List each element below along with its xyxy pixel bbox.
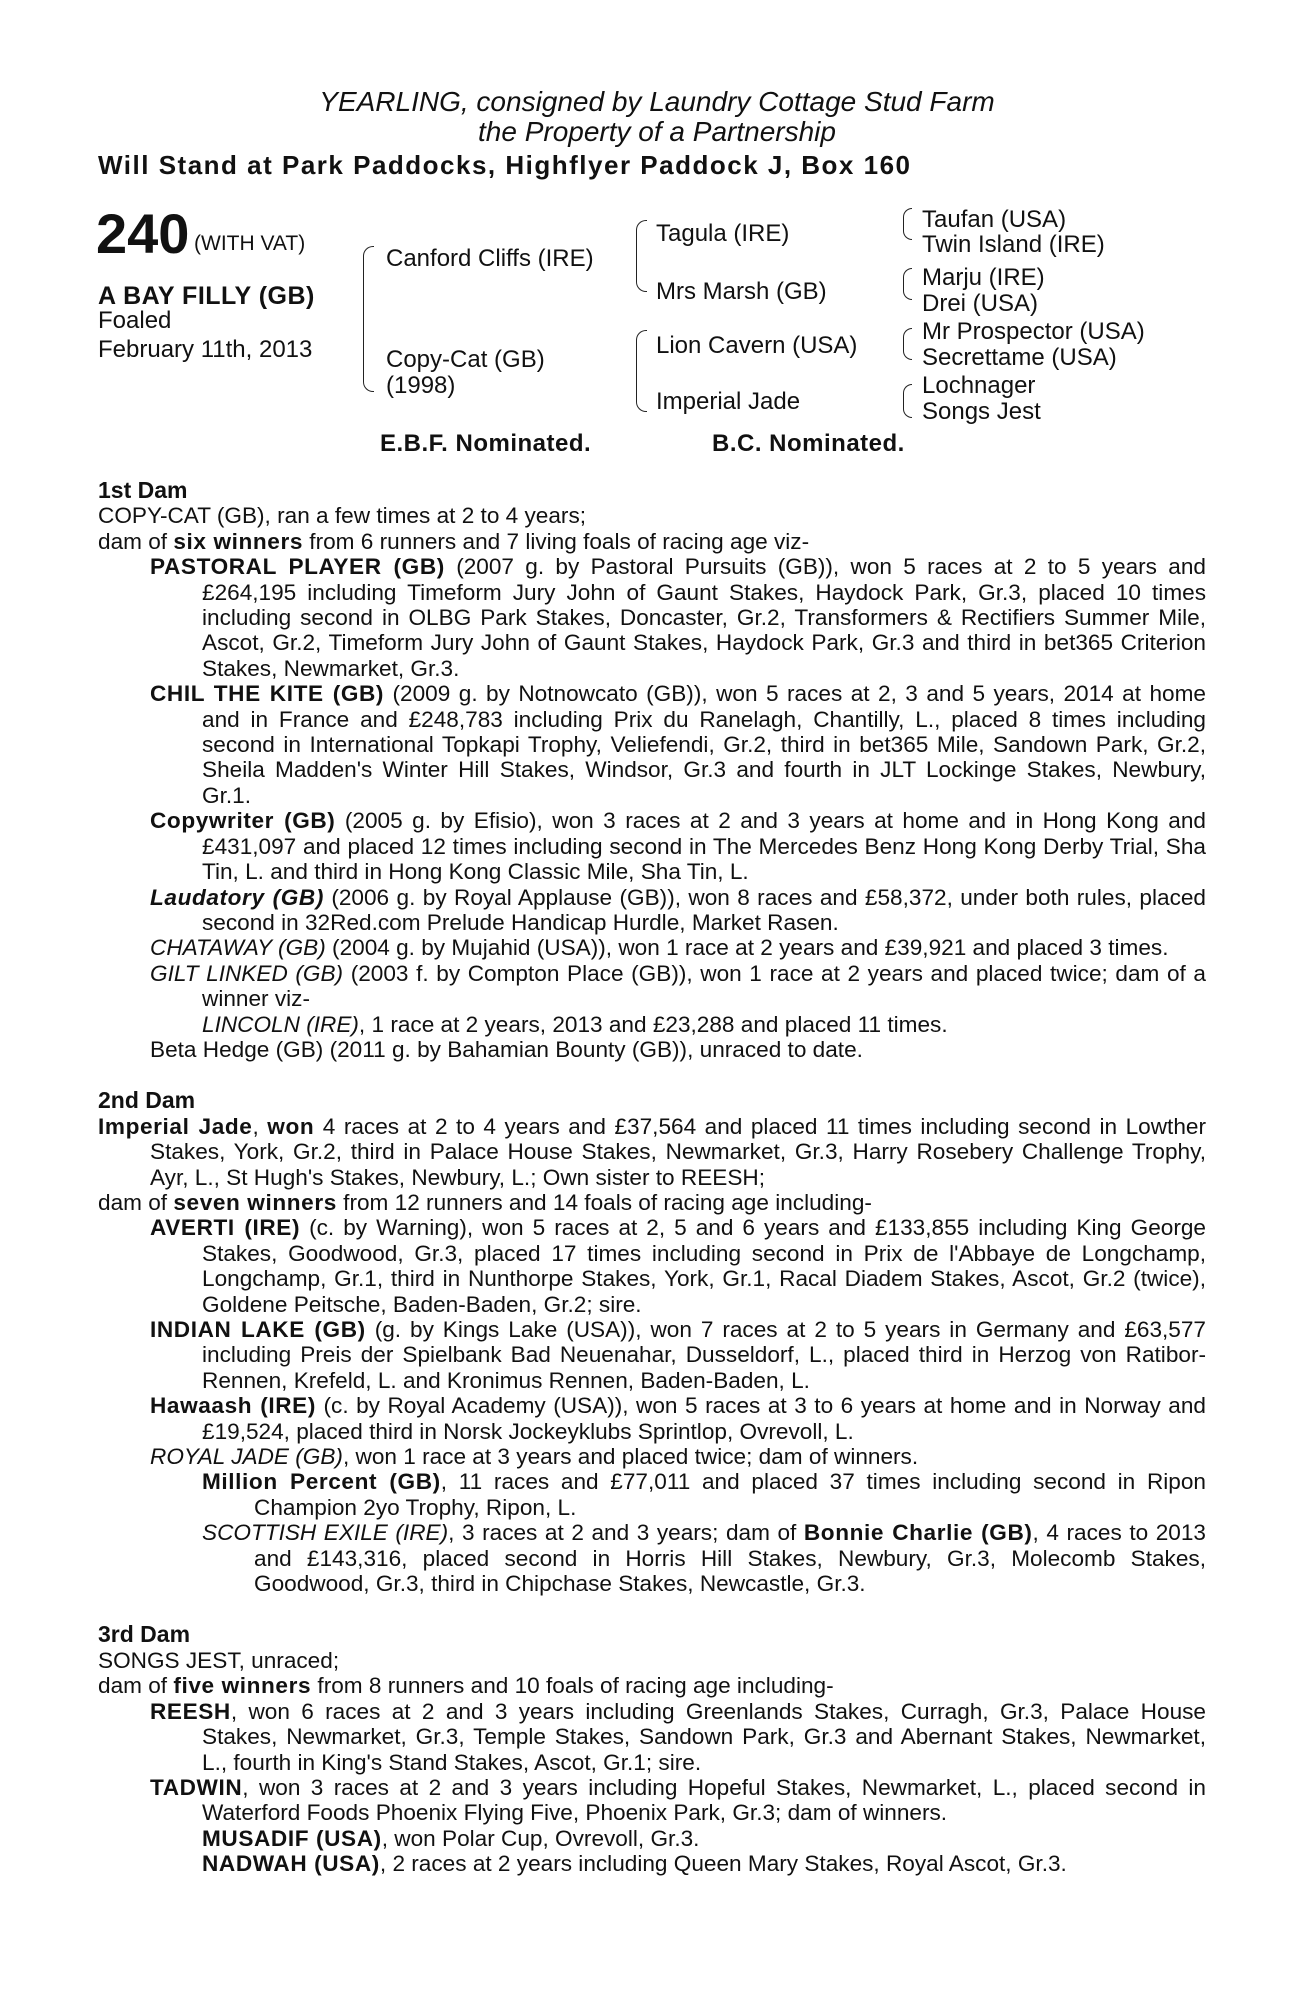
- foal-entry: GILT LINKED (GB) (2003 f. by Compton Place (GB)), won 1 race at 2 years and placed twice; dam of a winner viz-: [150, 960, 1206, 1012]
- foal-entry: REESH, won 6 races at 2 and 3 years including Greenlands Stakes, Curragh, Gr.3, Palace House Stakes, Newmarket, Gr.3, Temple Stakes, Sandown Park, Gr.3 and Abernant Stakes, Newmarket, L., fourth in King's Stand Stakes, Ascot, Gr.1; sire.: [150, 1698, 1206, 1775]
- horse-name: Million Percent (GB): [202, 1469, 441, 1495]
- foal-entry: TADWIN, won 3 races at 2 and 3 years including Hopeful Stakes, Newmarket, L., placed second in Waterford Foods Phoenix Flying Five, Phoenix Park, Gr.3; dam of winners.: [150, 1774, 1206, 1826]
- horse-name: SCOTTISH EXILE (IRE): [202, 1520, 449, 1546]
- foal-entry: PASTORAL PLAYER (GB) (2007 g. by Pastoral Pursuits (GB)), won 5 races at 2 to 5 years and £264,195 including Timeform Jury John of Gaunt Stakes, Haydock Park, Gr.3, placed 10 times including second in OLBG Park Stakes, Doncaster, Gr.2, Transformers & Rectifiers Summer Mile, Ascot, Gr.2, Timeform Jury John of Gaunt Stakes, Haydock Park, Gr.3 and third in bet365 Criterion Stakes, Newmarket, Gr.3.: [150, 554, 1206, 681]
- grandfoal-entry: NADWAH (USA), 2 races at 2 years including Queen Mary Stakes, Royal Ascot, Gr.3.: [202, 1851, 1067, 1877]
- pedigree-dam-sire: Lion Cavern (USA): [656, 332, 858, 359]
- horse-name: GILT LINKED (GB): [150, 960, 344, 986]
- horse-name: Hawaash (IRE): [150, 1393, 316, 1419]
- pedigree-g4: Drei (USA): [922, 290, 1039, 317]
- foal-entry: Copywriter (GB) (2005 g. by Efisio), won 3 races at 2 and 3 years at home and in Hong Kong and £431,097 and placed 12 times including second in The Mercedes Benz Hong Kong Derby Trial, Sha Tin, L. and third in Hong Kong Classic Mile, Sha Tin, L.: [150, 808, 1206, 885]
- lot-number: 240: [96, 202, 190, 265]
- first-dam-heading: 1st Dam: [98, 477, 188, 503]
- pedigree-g5: Mr Prospector (USA): [922, 318, 1145, 345]
- foal-entry: ROYAL JADE (GB), won 1 race at 3 years and placed twice; dam of winners.: [150, 1444, 919, 1470]
- foal-entry: Hawaash (IRE) (c. by Royal Academy (USA)), won 5 races at 3 to 6 years at home and in Norway and £19,524, placed third in Norsk Jockeyklubs Sprintlop, Ovrevoll, L.: [150, 1393, 1206, 1444]
- bc-nominated: B.C. Nominated.: [712, 430, 905, 457]
- foaled-date: February 11th, 2013: [98, 336, 313, 363]
- horse-name: Laudatory (GB): [150, 884, 324, 910]
- ebf-nominated: E.B.F. Nominated.: [380, 430, 592, 457]
- horse-name: NADWAH (USA): [202, 1851, 380, 1877]
- horse-name: TADWIN: [150, 1774, 243, 1800]
- grandfoal-entry: LINCOLN (IRE), 1 race at 2 years, 2013 and £23,288 and placed 11 times.: [202, 1011, 948, 1037]
- horse-name: REESH: [150, 1698, 231, 1724]
- pedigree-g1: Taufan (USA): [922, 206, 1067, 233]
- pedigree-g7: Lochnager: [922, 372, 1036, 399]
- pedigree-brace-3b: [903, 268, 912, 300]
- pedigree-dam: Copy-Cat (GB): [386, 346, 545, 373]
- vat-label: (WITH VAT): [194, 232, 306, 255]
- pedigree-brace-1: [363, 246, 374, 392]
- pedigree-brace-3a: [903, 208, 912, 240]
- second-dam-heading: 2nd Dam: [98, 1087, 196, 1114]
- foaled-block: [98, 306, 358, 364]
- foal-entry: CHATAWAY (GB) (2004 g. by Mujahid (USA)), won 1 race at 2 years and £39,921 and placed 3 times.: [150, 935, 1169, 961]
- horse-name: CHIL THE KITE (GB): [150, 681, 385, 707]
- first-dam-intro: COPY-CAT (GB), ran a few times at 2 to 4 years;: [98, 503, 587, 529]
- horse-name: INDIAN LAKE (GB): [150, 1317, 366, 1342]
- third-dam-intro: SONGS JEST, unraced;: [98, 1647, 340, 1673]
- pedigree-g6: Secrettame (USA): [922, 344, 1117, 371]
- grandfoal-entry: Million Percent (GB), 11 races and £77,011 and placed 37 times including second in Ripon Champion 2yo Trophy, Ripon, L.: [202, 1469, 1206, 1520]
- pedigree-brace-2a: [636, 220, 647, 292]
- horse-name: AVERTI (IRE): [150, 1215, 301, 1241]
- horse-name: ROYAL JADE (GB): [150, 1444, 343, 1470]
- foal-entry: Beta Hedge (GB) (2011 g. by Bahamian Bounty (GB)), unraced to date.: [150, 1036, 863, 1062]
- foal-entry: INDIAN LAKE (GB) (g. by Kings Lake (USA)), won 7 races at 2 to 5 years in Germany and £63,577 including Preis der Spielbank Bad Neuenahar, Dusseldorf, L., placed third in Herzog von Ratibor-Rennen, Krefeld, L. and Kronimus Rennen, Baden-Baden, L.: [150, 1317, 1206, 1393]
- pedigree-sire-dam: Mrs Marsh (GB): [656, 278, 827, 305]
- first-dam-produce: dam of six winners from 6 runners and 7 living foals of racing age viz-: [98, 528, 810, 554]
- grandfoal-entry: SCOTTISH EXILE (IRE), 3 races at 2 and 3 years; dam of Bonnie Charlie (GB), 4 races to 2013 and £143,316, placed second in Horris Hill Stakes, Newbury, Gr.3, Molecomb Stakes, Goodwood, Gr.3, third in Chipchase Stakes, Newcastle, Gr.3.: [202, 1520, 1206, 1597]
- foal-entry: Laudatory (GB) (2006 g. by Royal Applause (GB)), won 8 races and £58,372, under both rules, placed second in 32Red.com Prelude Handicap Hurdle, Market Rasen.: [150, 884, 1206, 935]
- pedigree-sire: Canford Cliffs (IRE): [386, 245, 594, 272]
- pedigree-dam-dam: Imperial Jade: [656, 388, 801, 415]
- foal-entry: CHIL THE KITE (GB) (2009 g. by Notnowcato (GB)), won 5 races at 2, 3 and 5 years, 2014 at home and in France and £248,783 including Prix du Ranelagh, Chantilly, L., placed 8 times including second in International Topkapi Trophy, Veliefendi, Gr.2, third in bet365 Mile, Sandown Park, Gr.2, Sheila Madden's Winter Hill Stakes, Windsor, Gr.3 and fourth in JLT Lockinge Stakes, Newbury, Gr.1.: [150, 681, 1206, 808]
- second-dam-produce: dam of seven winners from 12 runners and 14 foals of racing age including-: [98, 1189, 872, 1215]
- property-line: the Property of a Partnership: [478, 116, 836, 147]
- horse-name: MUSADIF (USA): [202, 1825, 382, 1851]
- foal-entry: AVERTI (IRE) (c. by Warning), won 5 races at 2, 5 and 6 years and £133,855 including King George Stakes, Goodwood, Gr.3, placed 17 times including second in Prix de l'Abbaye de Longchamp, Longchamp, Gr.1, third in Nunthorpe Stakes, York, Gr.1, Racal Diadem Stakes, Ascot, Gr.2 (twice), Goldene Peitsche, Baden-Baden, Gr.2; sire.: [150, 1215, 1206, 1317]
- catalogue-body: [98, 478, 1206, 1877]
- horse-name: CHATAWAY (GB): [150, 935, 326, 961]
- consignor-line: YEARLING, consigned by Laundry Cottage Stud Farm: [319, 86, 995, 117]
- third-dam-heading: 3rd Dam: [98, 1621, 191, 1648]
- pedigree-brace-2b: [636, 330, 647, 412]
- pedigree-dam-year: (1998): [386, 372, 456, 399]
- foaled-label: Foaled: [98, 307, 172, 334]
- stand-line: Will Stand at Park Paddocks, Highflyer Paddock J, Box 160: [98, 150, 912, 180]
- lot-name: A BAY FILLY (GB): [98, 282, 315, 310]
- pedigree-g3: Marju (IRE): [922, 264, 1045, 291]
- horse-name: Bonnie Charlie (GB): [803, 1520, 1033, 1546]
- grandfoal-entry: MUSADIF (USA), won Polar Cup, Ovrevoll, Gr.3.: [202, 1825, 700, 1851]
- pedigree-brace-3d: [903, 384, 912, 418]
- pedigree-g2: Twin Island (IRE): [922, 231, 1105, 258]
- horse-name: Copywriter (GB): [150, 808, 336, 834]
- pedigree-sire-sire: Tagula (IRE): [656, 220, 790, 247]
- horse-name: PASTORAL PLAYER (GB): [150, 554, 445, 580]
- horse-name: LINCOLN (IRE): [202, 1011, 359, 1037]
- third-dam-produce: dam of five winners from 8 runners and 10 foals of racing age including-: [98, 1673, 834, 1699]
- pedigree-g8: Songs Jest: [922, 398, 1041, 425]
- second-dam-intro: Imperial Jade, won 4 races at 2 to 4 years and £37,564 and placed 11 times including second in Lowther Stakes, York, Gr.2, third in Palace House Stakes, Newmarket, Gr.3, Harry Rosebery Challenge Trophy, Ayr, L., St Hugh's Stakes, Newbury, L.; Own sister to REESH;: [98, 1113, 1206, 1190]
- pedigree-brace-3c: [903, 328, 912, 360]
